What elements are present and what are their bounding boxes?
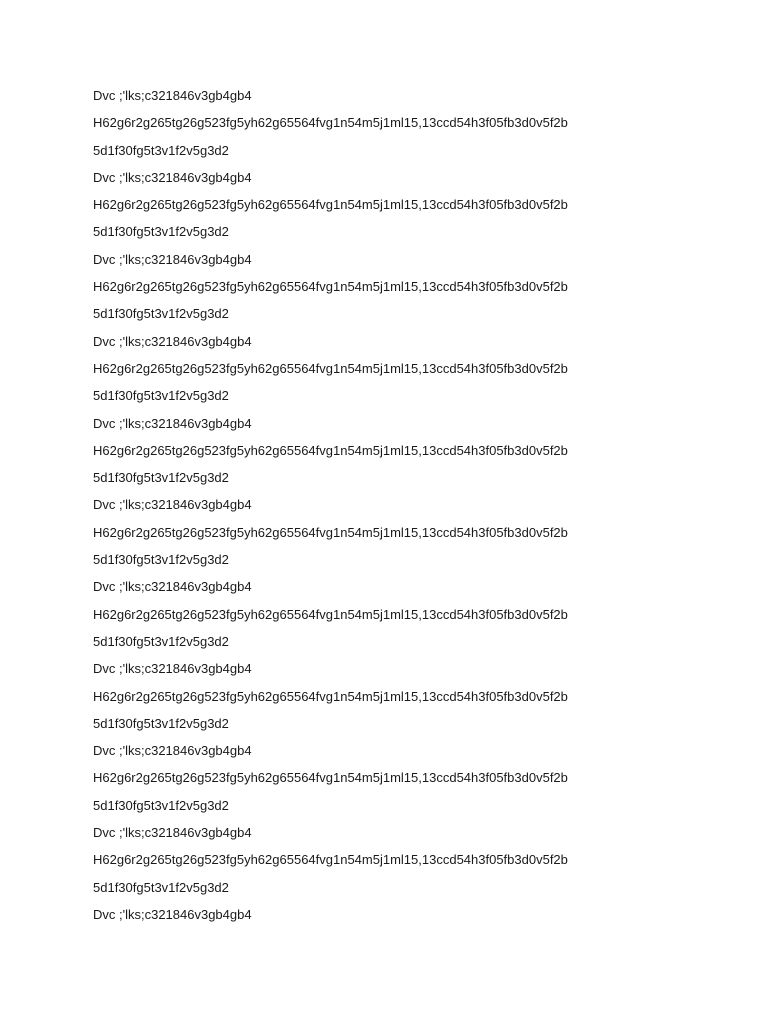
- text-line: H62g6r2g265tg26g523fg5yh62g65564fvg1n54m5j1ml15,13ccd54h3f05fb3d0v5f2b: [93, 852, 568, 868]
- text-line: H62g6r2g265tg26g523fg5yh62g65564fvg1n54m5j1ml15,13ccd54h3f05fb3d0v5f2b: [93, 770, 568, 786]
- text-line: Dvc ;'lks;c321846v3gb4gb4: [93, 333, 252, 349]
- text-line: H62g6r2g265tg26g523fg5yh62g65564fvg1n54m5j1ml15,13ccd54h3f05fb3d0v5f2b: [93, 688, 568, 704]
- text-line: Dvc ;'lks;c321846v3gb4gb4: [93, 743, 252, 759]
- text-line: Dvc ;'lks;c321846v3gb4gb4: [93, 169, 252, 185]
- text-line: 5d1f30fg5t3v1f2v5g3d2: [93, 306, 229, 322]
- text-line: 5d1f30fg5t3v1f2v5g3d2: [93, 715, 229, 731]
- text-line: H62g6r2g265tg26g523fg5yh62g65564fvg1n54m5j1ml15,13ccd54h3f05fb3d0v5f2b: [93, 360, 568, 376]
- text-line: H62g6r2g265tg26g523fg5yh62g65564fvg1n54m5j1ml15,13ccd54h3f05fb3d0v5f2b: [93, 606, 568, 622]
- text-line: 5d1f30fg5t3v1f2v5g3d2: [93, 797, 229, 813]
- text-line: 5d1f30fg5t3v1f2v5g3d2: [93, 470, 229, 486]
- text-line: Dvc ;'lks;c321846v3gb4gb4: [93, 415, 252, 431]
- text-line: Dvc ;'lks;c321846v3gb4gb4: [93, 906, 252, 922]
- document-body: [93, 86, 733, 932]
- text-line: Dvc ;'lks;c321846v3gb4gb4: [93, 579, 252, 595]
- text-line: Dvc ;'lks;c321846v3gb4gb4: [93, 661, 252, 677]
- text-line: 5d1f30fg5t3v1f2v5g3d2: [93, 552, 229, 568]
- text-line: H62g6r2g265tg26g523fg5yh62g65564fvg1n54m5j1ml15,13ccd54h3f05fb3d0v5f2b: [93, 197, 568, 213]
- text-line: 5d1f30fg5t3v1f2v5g3d2: [93, 142, 229, 158]
- text-line: 5d1f30fg5t3v1f2v5g3d2: [93, 879, 229, 895]
- text-line: Dvc ;'lks;c321846v3gb4gb4: [93, 825, 252, 841]
- text-line: H62g6r2g265tg26g523fg5yh62g65564fvg1n54m5j1ml15,13ccd54h3f05fb3d0v5f2b: [93, 115, 568, 131]
- text-line: Dvc ;'lks;c321846v3gb4gb4: [93, 88, 252, 103]
- text-line: H62g6r2g265tg26g523fg5yh62g65564fvg1n54m5j1ml15,13ccd54h3f05fb3d0v5f2b: [93, 279, 568, 295]
- text-line: 5d1f30fg5t3v1f2v5g3d2: [93, 388, 229, 404]
- text-line: 5d1f30fg5t3v1f2v5g3d2: [93, 224, 229, 240]
- text-line: 5d1f30fg5t3v1f2v5g3d2: [93, 633, 229, 649]
- text-line: H62g6r2g265tg26g523fg5yh62g65564fvg1n54m5j1ml15,13ccd54h3f05fb3d0v5f2b: [93, 524, 568, 540]
- text-line: Dvc ;'lks;c321846v3gb4gb4: [93, 497, 252, 513]
- text-line: H62g6r2g265tg26g523fg5yh62g65564fvg1n54m5j1ml15,13ccd54h3f05fb3d0v5f2b: [93, 442, 568, 458]
- text-line: Dvc ;'lks;c321846v3gb4gb4: [93, 251, 252, 267]
